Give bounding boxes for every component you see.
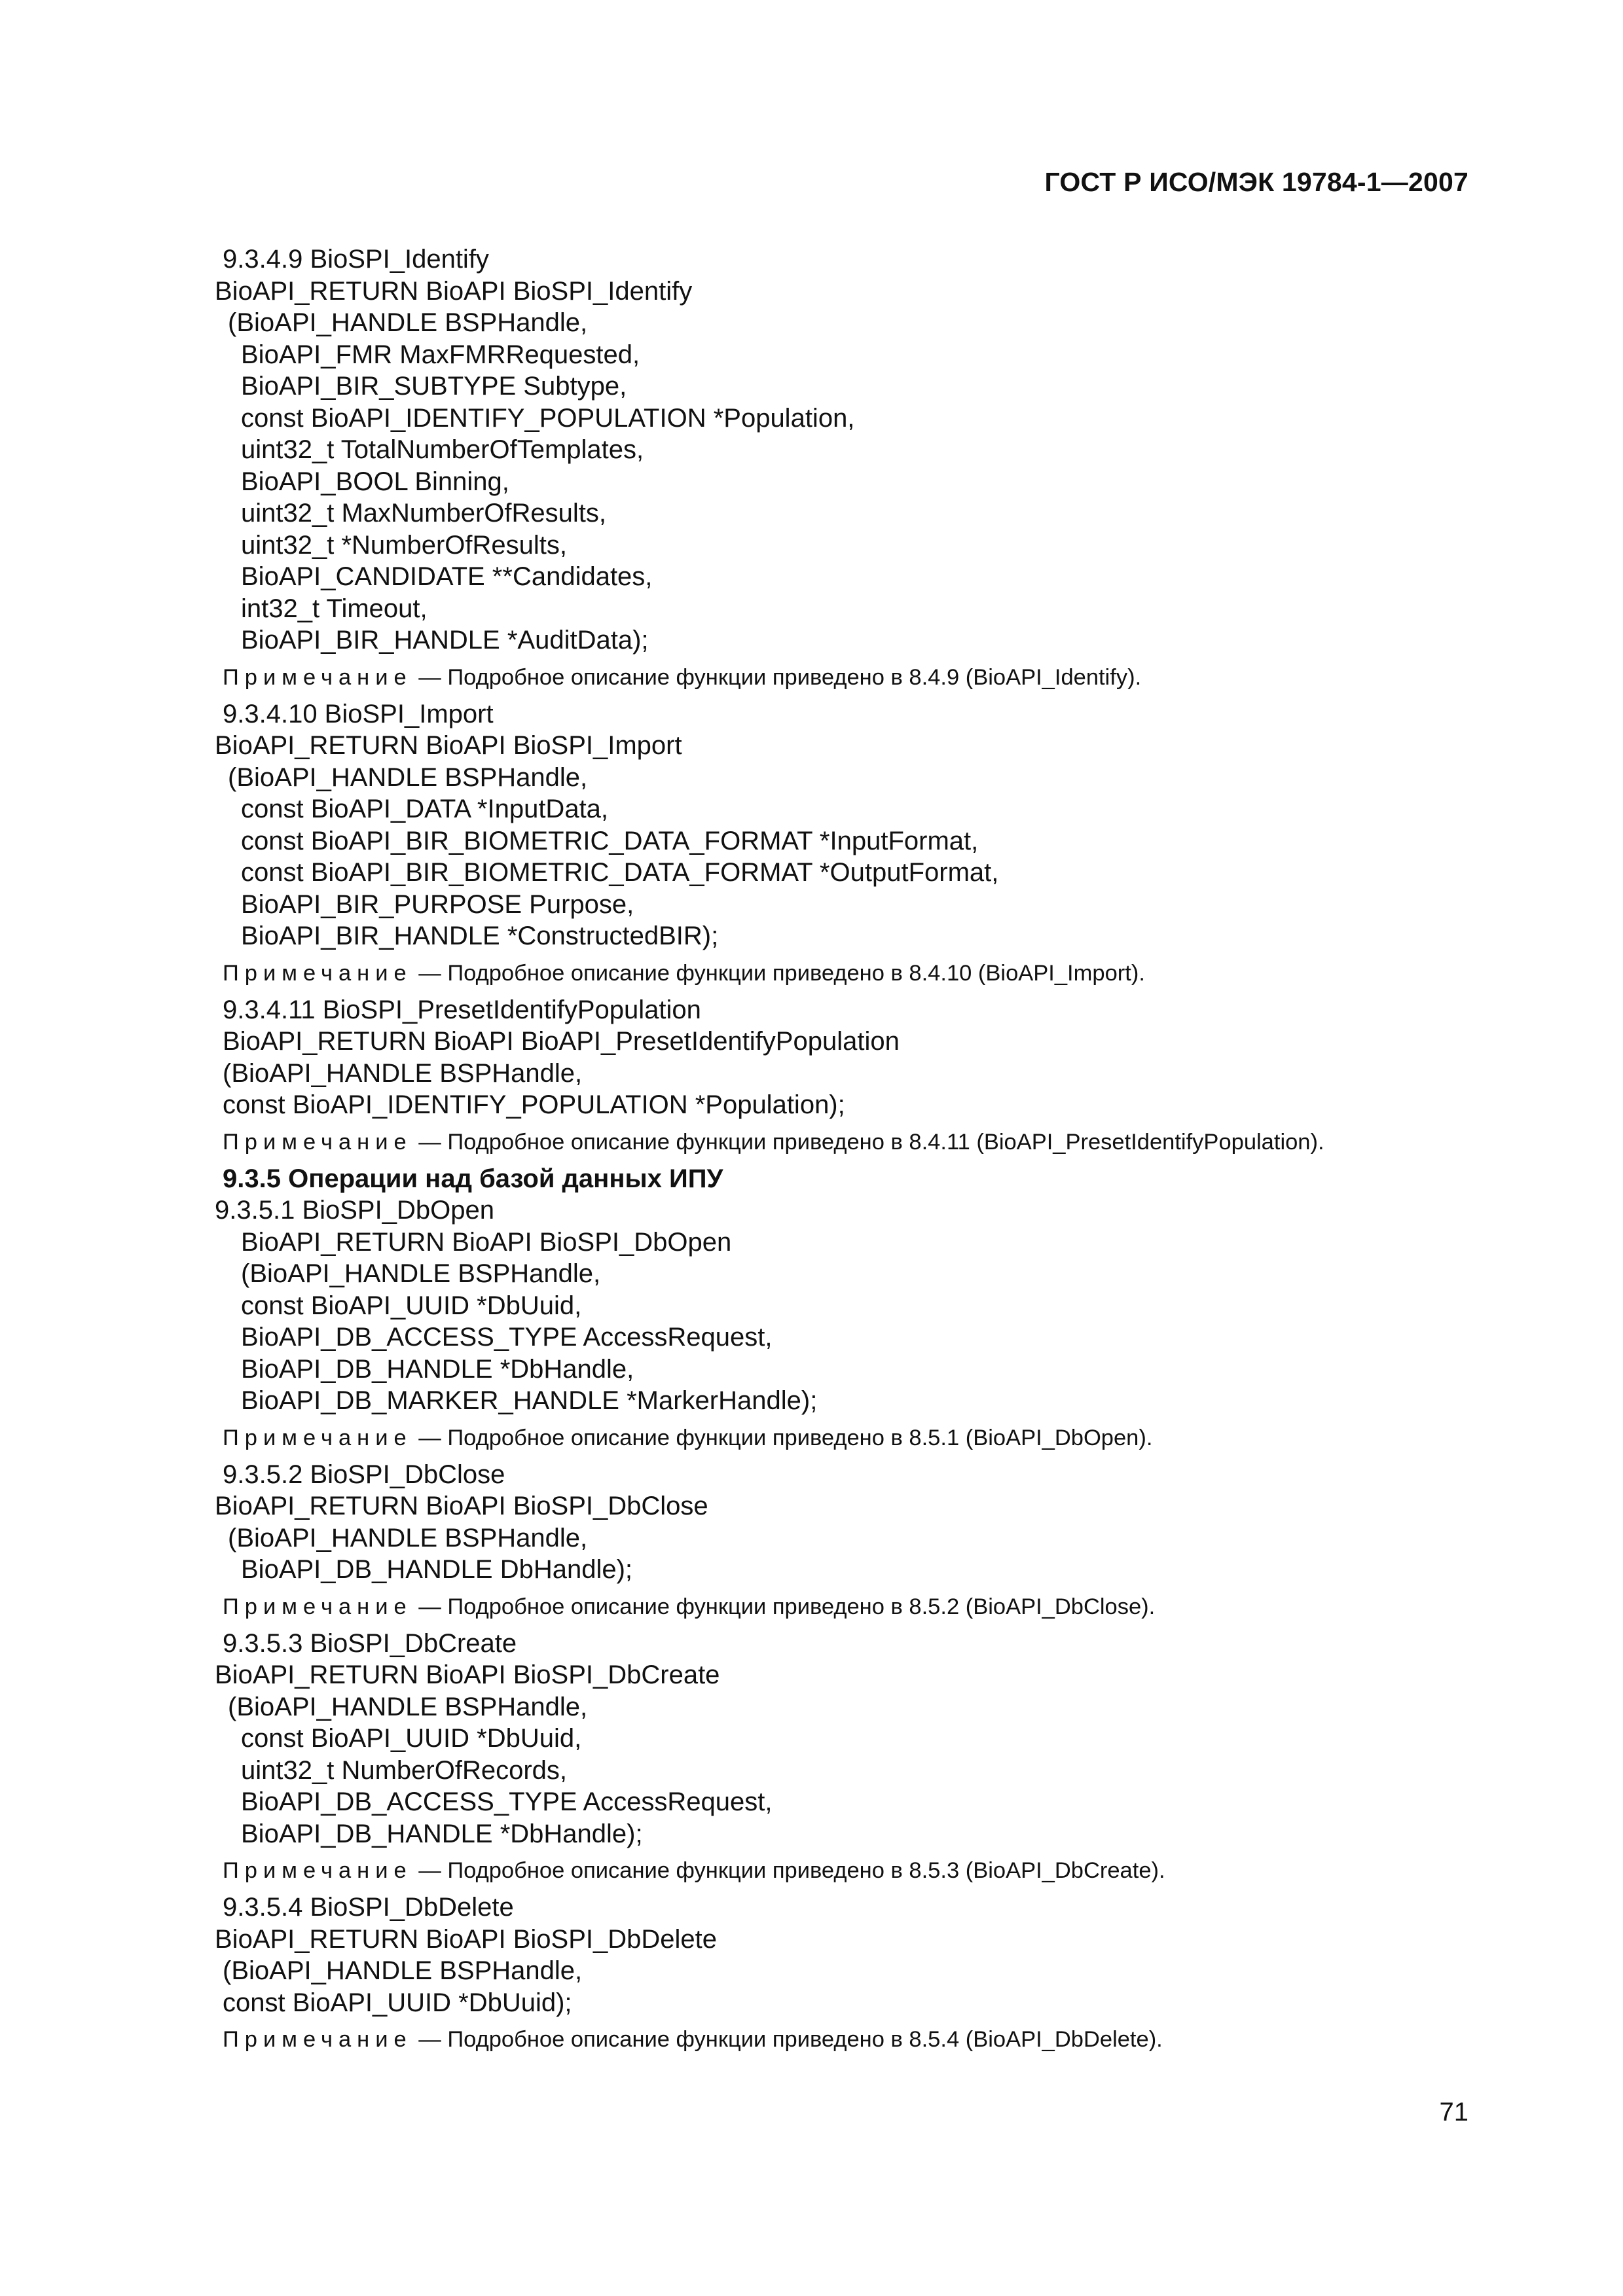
code-line: BioAPI_RETURN BioAPI BioSPI_DbClose [215, 1492, 708, 1520]
note-paragraph [223, 2025, 1468, 2054]
code-line: BioAPI_DB_HANDLE *DbHandle); [241, 1819, 643, 1848]
code-line: BioAPI_FMR MaxFMRRequested, [241, 340, 640, 369]
code-line: const BioAPI_IDENTIFY_POPULATION *Population, [241, 403, 855, 433]
note-label: Примечание [223, 664, 412, 690]
note-label: Примечание [223, 1594, 412, 1619]
note-paragraph [223, 1592, 1468, 1621]
code-line: uint32_t MaxNumberOfResults, [241, 499, 607, 528]
note-paragraph [223, 1856, 1468, 1885]
code-line: 9.3.5.3 BioSPI_DbCreate [223, 1628, 517, 1658]
note-label: Примечание [223, 960, 412, 986]
code-line: 9.3.5.2 BioSPI_DbClose [223, 1460, 505, 1489]
code-line: (BioAPI_HANDLE BSPHandle, [223, 1956, 583, 1985]
document-header: ГОСТ Р ИСО/МЭК 19784-1—2007 [1044, 167, 1468, 197]
note-paragraph [223, 1424, 1468, 1452]
note-paragraph [223, 663, 1468, 692]
code-line: BioAPI_RETURN BioAPI BioSPI_DbCreate [215, 1660, 720, 1689]
note-text: — Подробное описание функции приведено в 8.5.3 (BioAPI_DbCreate). [412, 1858, 1165, 1883]
code-line: uint32_t NumberOfRecords, [241, 1755, 568, 1785]
code-line: const BioAPI_UUID *DbUuid, [241, 1291, 582, 1320]
note-label: Примечание [223, 1425, 412, 1450]
note-paragraph [223, 959, 1468, 988]
code-line: BioAPI_DB_HANDLE DbHandle); [241, 1555, 633, 1584]
note-text: — Подробное описание функции приведено в 8.5.1 (BioAPI_DbOpen). [412, 1425, 1153, 1450]
note-text: — Подробное описание функции приведено в 8.4.11 (BioAPI_PresetIdentifyPopulation). [412, 1129, 1324, 1155]
code-line: const BioAPI_BIR_BIOMETRIC_DATA_FORMAT *InputFormat, [241, 826, 979, 855]
note-label: Примечание [223, 1129, 412, 1155]
code-line: 9.3.4.10 BioSPI_Import [223, 699, 494, 728]
code-line: BioAPI_BIR_SUBTYPE Subtype, [241, 372, 627, 401]
code-line: int32_t Timeout, [241, 594, 428, 623]
note-label: Примечание [223, 1858, 412, 1883]
code-line: BioAPI_RETURN BioAPI BioAPI_PresetIdentifyPopulation [223, 1027, 900, 1056]
note-text: — Подробное описание функции приведено в 8.5.2 (BioAPI_DbClose). [412, 1594, 1156, 1619]
note-text: — Подробное описание функции приведено в 8.4.9 (BioAPI_Identify). [412, 664, 1142, 690]
code-line: BioAPI_DB_MARKER_HANDLE *MarkerHandle); [241, 1386, 818, 1415]
code-line: BioAPI_BOOL Binning, [241, 467, 509, 496]
code-line: const BioAPI_IDENTIFY_POPULATION *Population); [223, 1090, 845, 1119]
code-line: BioAPI_BIR_HANDLE *ConstructedBIR); [241, 922, 719, 950]
document-body [215, 243, 1468, 2060]
code-line: (BioAPI_HANDLE BSPHandle, [228, 308, 588, 337]
code-line: (BioAPI_HANDLE BSPHandle, [228, 1692, 588, 1721]
code-line: 9.3.5.1 BioSPI_DbOpen [215, 1196, 494, 1225]
code-line: BioAPI_BIR_PURPOSE Purpose, [241, 889, 634, 919]
code-line: BioAPI_RETURN BioAPI BioSPI_DbDelete [215, 1924, 717, 1954]
code-line: BioAPI_RETURN BioAPI BioSPI_Identify [215, 276, 693, 306]
note-text: — Подробное описание функции приведено в 8.5.4 (BioAPI_DbDelete). [412, 2027, 1163, 2052]
code-line: const BioAPI_DATA *InputData, [241, 795, 609, 823]
code-line: BioAPI_CANDIDATE **Candidates, [241, 562, 653, 591]
code-line: BioAPI_BIR_HANDLE *AuditData); [241, 626, 649, 655]
code-line: const BioAPI_UUID *DbUuid, [241, 1724, 582, 1753]
code-line: (BioAPI_HANDLE BSPHandle, [228, 762, 588, 792]
code-line: const BioAPI_BIR_BIOMETRIC_DATA_FORMAT *OutputFormat, [241, 858, 999, 887]
code-line: BioAPI_RETURN BioAPI BioSPI_DbOpen [241, 1227, 732, 1257]
code-line: BioAPI_DB_ACCESS_TYPE AccessRequest, [241, 1787, 773, 1816]
code-line: BioAPI_DB_HANDLE *DbHandle, [241, 1354, 634, 1384]
code-line: 9.3.4.11 BioSPI_PresetIdentifyPopulation [223, 995, 701, 1024]
code-line: (BioAPI_HANDLE BSPHandle, [223, 1058, 583, 1088]
code-line: (BioAPI_HANDLE BSPHandle, [241, 1259, 601, 1288]
code-line: 9.3.5.4 BioSPI_DbDelete [223, 1893, 514, 1922]
code-line: (BioAPI_HANDLE BSPHandle, [228, 1523, 588, 1552]
page-number: 71 [1439, 2098, 1468, 2126]
code-line: BioAPI_DB_ACCESS_TYPE AccessRequest, [241, 1323, 773, 1352]
code-line: BioAPI_RETURN BioAPI BioSPI_Import [215, 731, 682, 760]
note-text: — Подробное описание функции приведено в 8.4.10 (BioAPI_Import). [412, 960, 1145, 986]
code-line: 9.3.4.9 BioSPI_Identify [223, 245, 489, 274]
note-label: Примечание [223, 2027, 412, 2052]
code-line: const BioAPI_UUID *DbUuid); [223, 1988, 572, 2017]
code-line: uint32_t *NumberOfResults, [241, 530, 568, 560]
code-line: uint32_t TotalNumberOfTemplates, [241, 435, 644, 464]
section-heading: 9.3.5 Операции над базой данных ИПУ [223, 1164, 723, 1193]
note-paragraph [223, 1128, 1468, 1157]
